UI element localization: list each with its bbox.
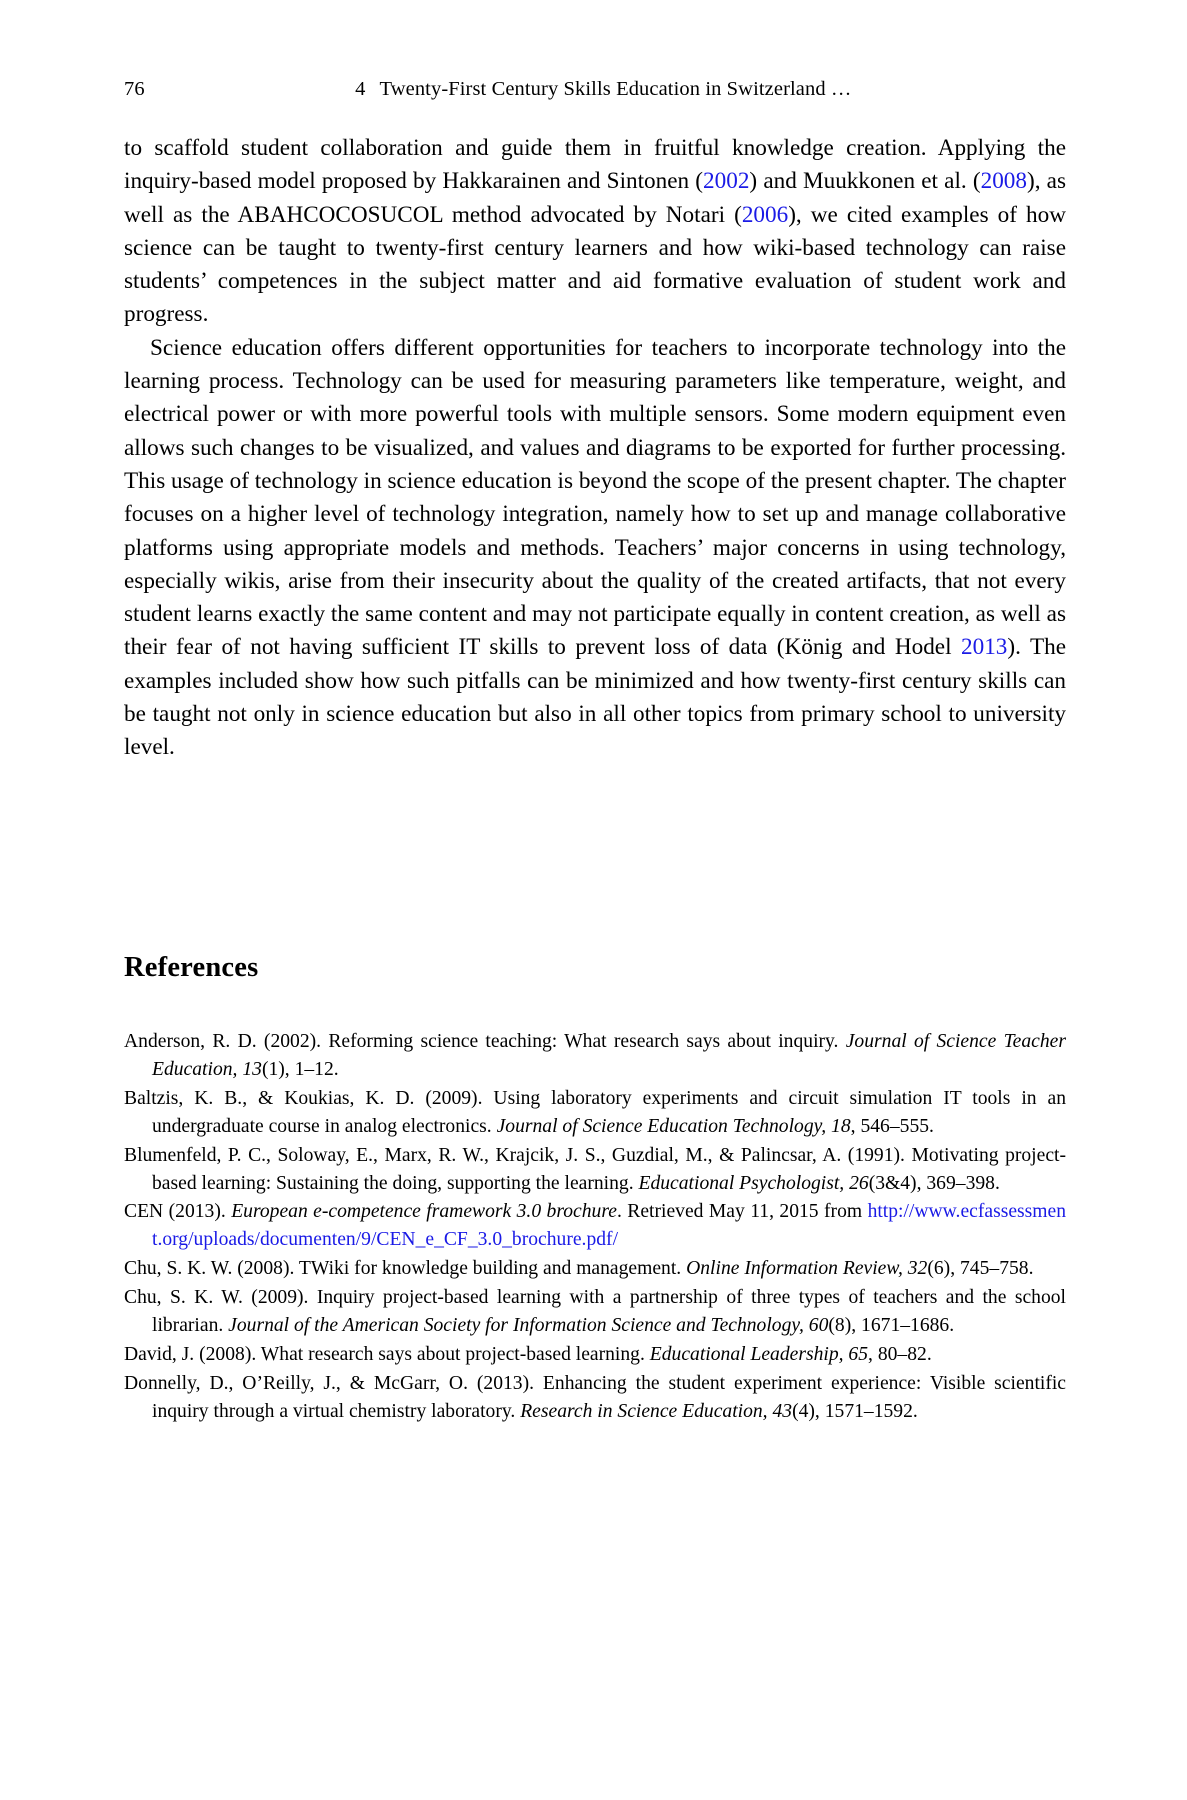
reference-text: Blumenfeld, P. C., Soloway, E., Marx, R. W., Krajcik, J. S., Guzdial, M., & Palincsar, A. (1991). Motivating project-based learning: Sustaining the doing, supporting the learning. [124, 1144, 1066, 1194]
reference-item [124, 1255, 1066, 1283]
reference-text: David, J. (2008). What research says about project-based learning. [124, 1343, 650, 1365]
paragraph-2 [124, 332, 1066, 765]
chapter-number: 4 [355, 78, 366, 100]
reference-text: Anderson, R. D. (2002). Reforming science teaching: What research says about inquiry. [124, 1031, 846, 1052]
reference-text-tail: (4), 1571–1592. [792, 1400, 918, 1422]
reference-journal-title: Research in Science Education, 43 [520, 1400, 793, 1422]
reference-item [124, 1198, 1066, 1254]
reference-text: Baltzis, K. B., & Koukias, K. D. (2009). Using laboratory experiments and circuit simulation IT tools in an undergraduate course in analog electronics. [124, 1087, 1066, 1137]
reference-text-tail: (8), 1671–1686. [828, 1315, 955, 1337]
paragraph-2-segment-1: Science education offers different opportunities for teachers to incorporate technology into the learning process. Technology can be used for measuring parameters like temperature, weight, and electrical power or with more powerful tools with multiple sensors. Some modern equipment even allows such changes to be visualized, and values and diagrams to be exported for further processing. This usage of technology in science education is beyond the scope of the present chapter. The chapter focuses on a higher level of technology integration, namely how to set up and manage collaborative platforms using appropriate models and methods. Teachers’ major concerns in using technology, especially wikis, arise from their insecurity about the quality of the created artifacts, that not every student learns exactly the same content and may not participate equally in content creation, as well as their fear of not having sufficient IT skills to prevent loss of data (König and Hodel [124, 334, 1066, 661]
reference-item [124, 1028, 1066, 1084]
citation-link-konig-hodel-2013[interactable]: 2013 [961, 634, 1008, 661]
reference-title: European e-competence framework 3.0 brochure [231, 1201, 617, 1223]
reference-text-tail: , 80–82. [868, 1343, 932, 1365]
paragraph-1-segment-4: ), we cited examples of how science can be taught to twenty-first century learners and how wiki-based technology can raise students’ competences in the subject matter and aid formative evaluation of student work and progress. [124, 201, 1066, 328]
reference-text: CEN (2013). [124, 1201, 232, 1223]
reference-journal-title: Educational Psychologist, 26 [638, 1172, 869, 1194]
reference-item [124, 1370, 1066, 1426]
reference-journal-title: Online Information Review, 32 [686, 1258, 928, 1280]
references-list [124, 1028, 1066, 1427]
reference-text: Chu, S. K. W. (2009). Inquiry project-based learning with a partnership of three types of teachers and the school librarian. [124, 1287, 1066, 1337]
chapter-title: Twenty-First Century Skills Education in Switzerland … [379, 78, 852, 100]
reference-text: Donnelly, D., O’Reilly, J., & McGarr, O. (2013). Enhancing the student experiment experience: Visible scientific inquiry through a virtual chemistry laboratory. [124, 1372, 1066, 1422]
running-head-title [145, 78, 1066, 101]
reference-journal-title: Educational Leadership, 65 [649, 1343, 869, 1365]
reference-journal-title: Journal of Science Teacher Education, 13 [152, 1031, 1066, 1080]
paragraph-1-segment-1: to scaffold student collaboration and guide them in fruitful knowledge creation. Applying the inquiry-based model proposed by Hakkarainen and Sintonen ( [124, 135, 1066, 195]
reference-journal-title: Journal of Science Education Technology, 18 [496, 1115, 851, 1137]
reference-text: Chu, S. K. W. (2008). TWiki for knowledge building and management. [124, 1258, 687, 1280]
citation-link-muukkonen-2008[interactable]: 2008 [980, 168, 1027, 195]
paragraph-1 [124, 132, 1066, 332]
reference-text-tail: , 546–555. [850, 1115, 934, 1137]
running-head [124, 78, 1066, 101]
paragraph-1-segment-3: ), as well as the ABAHCOCOSUCOL method advocated by Notari ( [124, 168, 1067, 228]
paragraph-2-segment-2: ). The examples included show how such pitfalls can be minimized and how twenty-first century skills can be taught not only in science education but also in all other topics from primary school to university level. [124, 634, 1066, 761]
references-heading: References [124, 952, 259, 983]
paragraph-1-segment-2: ) and Muukkonen et al. ( [749, 168, 981, 195]
citation-link-notari-2006[interactable]: 2006 [741, 201, 789, 228]
body-text [124, 132, 1066, 765]
reference-journal-title: Journal of the American Society for Information Science and Technology, 60 [228, 1315, 829, 1337]
reference-item [124, 1142, 1066, 1198]
reference-text-tail: (1), 1–12. [261, 1058, 339, 1080]
reference-item [124, 1341, 1066, 1369]
reference-text-tail: (3&4), 369–398. [868, 1172, 1000, 1194]
reference-text-tail: (6), 745–758. [927, 1258, 1034, 1280]
reference-item [124, 1284, 1066, 1340]
page-number: 76 [124, 78, 145, 100]
reference-text-tail: . Retrieved May 11, 2015 from [616, 1201, 868, 1223]
reference-item [124, 1085, 1066, 1141]
citation-link-hakkarainen-sintonen-2002[interactable]: 2002 [703, 168, 750, 195]
reference-url-link[interactable]: http://www.ecfassessment.org/uploads/documenten/9/CEN_e_CF_3.0_brochure.pdf/ [152, 1201, 1066, 1251]
